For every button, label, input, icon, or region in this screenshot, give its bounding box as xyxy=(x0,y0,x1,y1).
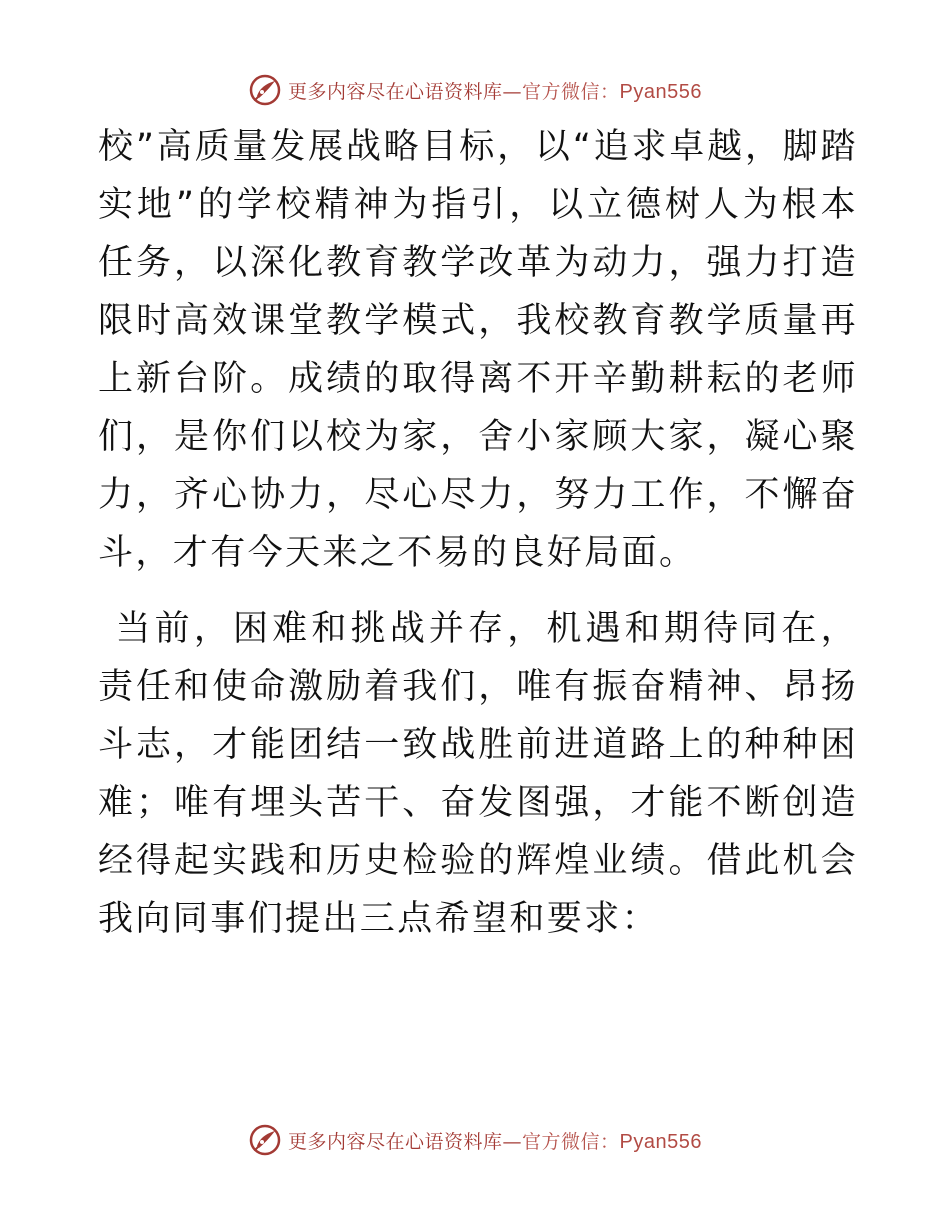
banner-wechat-handle: Pyan556 xyxy=(619,1130,702,1153)
banner-site-name: 更多内容尽在心语资料库 xyxy=(288,1130,503,1153)
banner-text xyxy=(288,1127,702,1154)
document-body xyxy=(98,118,858,948)
footer-banner xyxy=(0,1120,950,1160)
header-banner xyxy=(0,70,950,110)
banner-site-name: 更多内容尽在心语资料库 xyxy=(288,80,503,103)
banner-wechat-label: 官方微信： xyxy=(522,1130,620,1153)
paragraph-2: 当前，困难和挑战并存，机遇和期待同在，责任和使命激励着我们，唯有振奋精神、昂扬斗志，才能团结一致战胜前进道路上的种种困难；唯有埋头苦干、奋发图强，才能不断创造经得起实践和历史检验的辉煌业绩。借此机会我向同事们提出三点希望和要求： xyxy=(98,609,858,939)
paragraph-1: 校”高质量发展战略目标，以“追求卓越，脚踏实地”的学校精神为指引，以立德树人为根本任务，以深化教育教学改革为动力，强力打造限时高效课堂教学模式，我校教育教学质量再上新台阶。成绩的取得离不开辛勤耕耘的老师们，是你们以校为家，舍小家顾大家，凝心聚力，齐心协力，尽心尽力，努力工作，不懈奋斗，才有今天来之不易的良好局面。 xyxy=(98,127,858,573)
book-pen-logo-icon xyxy=(248,1123,282,1157)
banner-text xyxy=(288,77,702,104)
banner-separator: — xyxy=(502,80,523,103)
banner-separator: — xyxy=(502,1130,523,1153)
book-pen-logo-icon xyxy=(248,73,282,107)
banner-wechat-handle: Pyan556 xyxy=(619,80,702,103)
banner-wechat-label: 官方微信： xyxy=(522,80,620,103)
